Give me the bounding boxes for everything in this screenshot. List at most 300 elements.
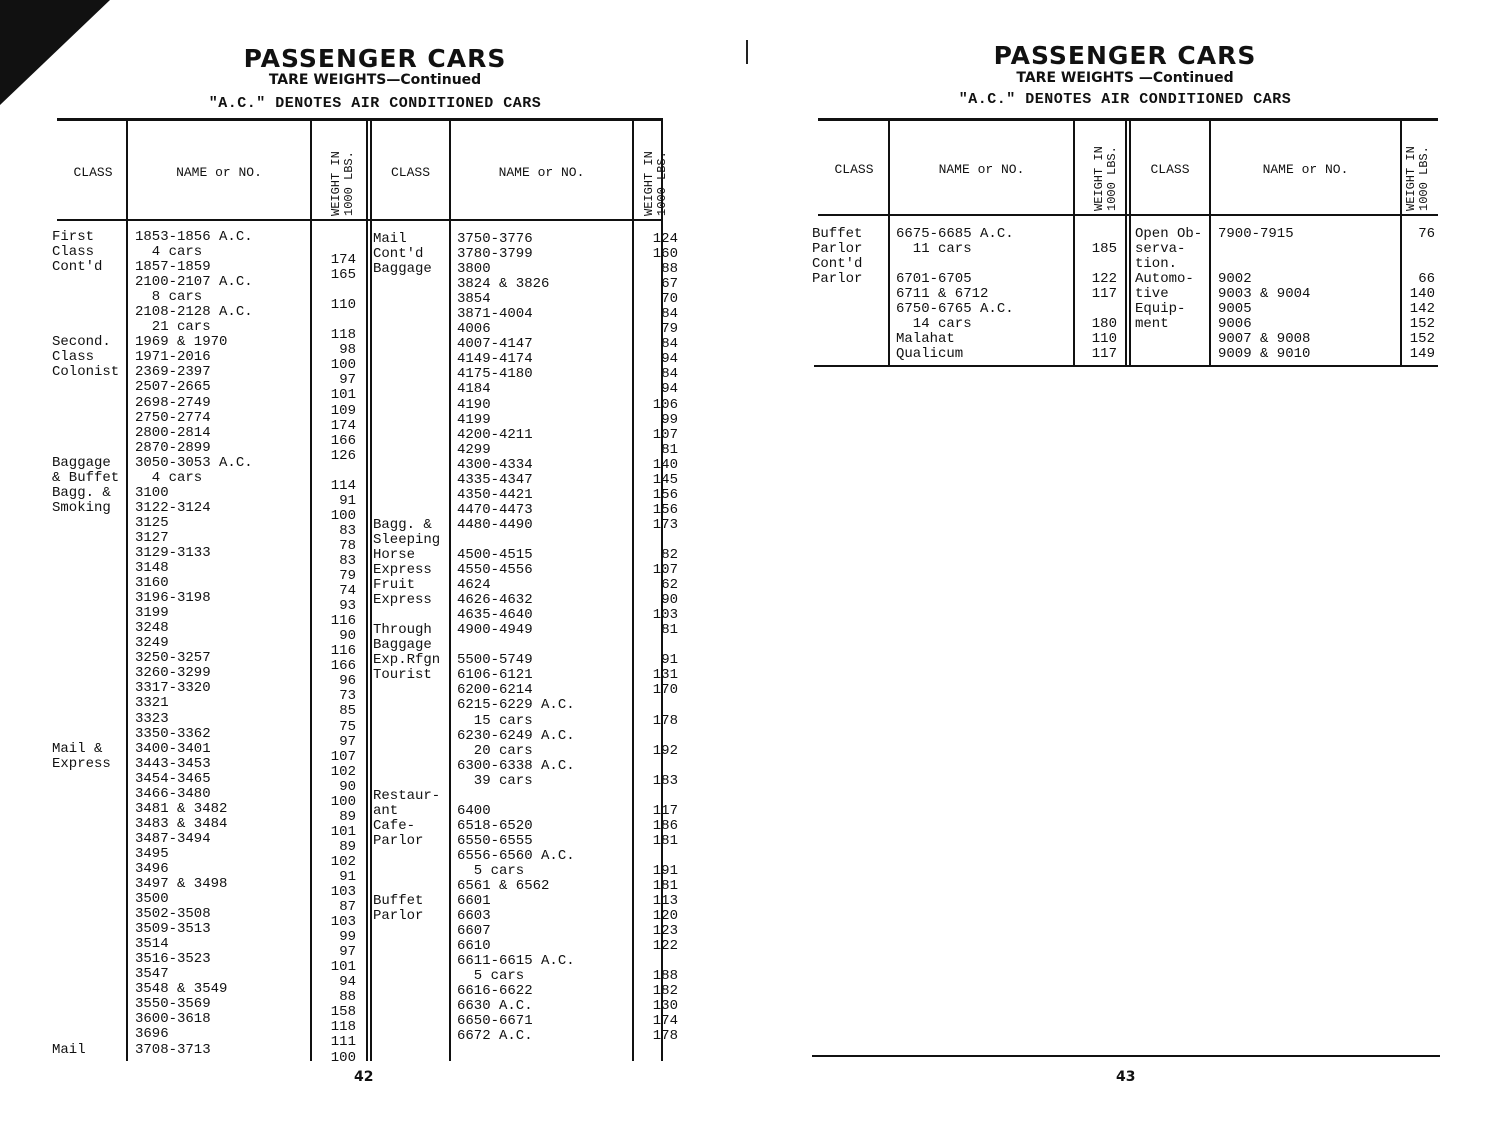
class-label: [373, 503, 449, 518]
weight-header: WEIGHT IN 1000 LBS.: [329, 151, 356, 216]
car-number: [457, 533, 632, 548]
car-number: 2369-2397: [135, 364, 211, 381]
col-divider: [449, 121, 451, 1061]
class-label: [52, 531, 126, 546]
class-label: [52, 681, 126, 696]
car-number: 4175-4180: [457, 366, 533, 383]
class-label: Horse: [373, 546, 416, 563]
car-weight: 93: [339, 598, 356, 615]
car-weight: 183: [652, 772, 678, 789]
name-column: [135, 230, 310, 1058]
page-number: 42: [354, 1069, 374, 1085]
class-label: [52, 651, 126, 666]
car-number: 3249: [135, 635, 169, 652]
car-number: 4550-4556: [457, 562, 533, 579]
class-label: [52, 441, 126, 456]
car-number: 3466-3480: [135, 785, 211, 802]
car-number: 3248: [135, 620, 169, 637]
car-weight: 87: [339, 899, 356, 916]
class-header: CLASS: [834, 162, 874, 177]
car-number: 1971-2016: [135, 349, 211, 366]
class-label: [52, 561, 126, 576]
class-label: [373, 352, 449, 367]
car-weight: 107: [652, 426, 678, 443]
car-number: 3547: [135, 966, 169, 983]
car-number: 20 cars: [457, 742, 533, 759]
header-rule: [57, 219, 663, 221]
class-label: [373, 864, 449, 879]
class-label: Sleeping: [373, 531, 441, 548]
car-number: 6603: [457, 908, 491, 925]
car-weight: [1075, 227, 1117, 242]
car-number: 3871-4004: [457, 306, 533, 323]
class-label: [373, 879, 449, 894]
car-number: 9005: [1218, 301, 1252, 318]
car-weight: [634, 849, 678, 864]
car-weight: 122: [652, 938, 678, 955]
car-number: 2507-2665: [135, 379, 211, 396]
class-label: [373, 458, 449, 473]
car-weight: 101: [330, 823, 356, 840]
car-weight: 181: [652, 878, 678, 895]
class-label: Baggage: [373, 637, 432, 654]
car-weight: 124: [652, 231, 678, 247]
car-number: 1969 & 1970: [135, 334, 228, 351]
class-label: [52, 922, 126, 937]
name-header: NAME or NO.: [498, 165, 585, 180]
col-divider: [126, 121, 128, 1061]
car-number: 6400: [457, 802, 491, 819]
car-weight: 79: [339, 568, 356, 585]
class-label: [52, 411, 126, 426]
class-label: [52, 937, 126, 952]
car-weight: [312, 283, 356, 298]
car-number: Malahat: [896, 331, 955, 348]
page-subtitle: TARE WEIGHTS —Continued: [1016, 70, 1234, 86]
class-label: Cont'd: [373, 246, 424, 263]
car-number: 4190: [457, 396, 491, 413]
car-weight: 75: [339, 718, 356, 735]
car-number: 3854: [457, 291, 491, 308]
car-weight: [634, 759, 678, 774]
class-label: [373, 759, 449, 774]
car-weight: 118: [330, 1019, 356, 1036]
class-label: [1135, 332, 1209, 347]
car-number: 2108-2128 A.C.: [135, 304, 253, 321]
ac-note: "A.C." DENOTES AIR CONDITIONED CARS: [208, 95, 542, 112]
car-number: 11 cars: [896, 241, 972, 258]
car-weight: [1390, 257, 1435, 272]
class-label: Exp.Rfgn: [373, 652, 441, 669]
car-number: 4470-4473: [457, 501, 533, 518]
car-weight: 66: [1418, 271, 1435, 288]
class-label: [52, 621, 126, 636]
car-weight: 67: [661, 276, 678, 293]
car-number: 5 cars: [457, 862, 525, 879]
car-number: 3495: [135, 845, 169, 862]
class-label: Smoking: [52, 499, 111, 516]
class-label: Restaur-: [373, 787, 441, 804]
car-number: 3321: [135, 695, 169, 712]
class-label: [52, 426, 126, 441]
class-label: [373, 683, 449, 698]
car-weight: 131: [652, 667, 678, 684]
car-number: 6610: [457, 938, 491, 955]
class-label: [373, 1029, 449, 1044]
car-number: 7900-7915: [1218, 226, 1294, 242]
car-weight: 152: [1409, 331, 1435, 348]
car-weight: 100: [330, 357, 356, 374]
class-label: [52, 591, 126, 606]
car-number: 3199: [135, 605, 169, 622]
car-number: 9003 & 9004: [1218, 286, 1311, 303]
car-weight: 100: [330, 507, 356, 524]
car-weight: 81: [661, 622, 678, 639]
weight-header: WEIGHT IN 1000 LBS.: [642, 151, 669, 216]
car-weight: 94: [339, 974, 356, 991]
car-number: 6611-6615 A.C.: [457, 953, 575, 970]
class-label: [52, 712, 126, 727]
car-number: 3500: [135, 891, 169, 908]
car-number: 8 cars: [135, 289, 203, 306]
class-label: [52, 892, 126, 907]
class-label: [52, 847, 126, 862]
car-number: 4480-4490: [457, 516, 533, 533]
class-label: [373, 428, 449, 443]
class-column: [812, 227, 888, 362]
class-column: [373, 232, 449, 1045]
class-label: Bagg. &: [373, 516, 432, 533]
class-label: [52, 290, 126, 305]
car-number: 3148: [135, 560, 169, 577]
car-weight: 85: [339, 703, 356, 720]
page-title: PASSENGER CARS: [993, 41, 1257, 70]
car-weight: 174: [652, 1013, 678, 1030]
car-weight: 117: [1091, 346, 1117, 363]
car-weight: 109: [330, 402, 356, 419]
car-weight: [1390, 242, 1435, 257]
car-number: 3350-3362: [135, 725, 211, 742]
weight-column: [1390, 227, 1435, 362]
class-label: [52, 275, 126, 290]
class-label: [52, 862, 126, 877]
car-number: 6672 A.C.: [457, 1028, 533, 1045]
car-weight: [1075, 302, 1117, 317]
car-number: 3481 & 3482: [135, 800, 228, 817]
class-label: serva-: [1135, 241, 1186, 258]
car-number: 4300-4334: [457, 456, 533, 473]
class-label: [52, 666, 126, 681]
car-number: 4624: [457, 577, 491, 594]
car-number: Qualicum: [896, 346, 964, 363]
car-weight: [634, 789, 678, 804]
class-label: Bagg. &: [52, 484, 111, 501]
car-number: 2750-2774: [135, 409, 211, 426]
car-weight: 94: [661, 381, 678, 398]
car-number: 3509-3513: [135, 921, 211, 938]
car-weight: 103: [330, 884, 356, 901]
class-label: Parlor: [373, 832, 424, 849]
car-number: 3454-3465: [135, 770, 211, 787]
class-label: [52, 636, 126, 651]
page-title: PASSENGER CARS: [243, 44, 507, 73]
class-column: [1135, 227, 1209, 362]
car-weight: 140: [652, 456, 678, 473]
class-label: First: [52, 229, 95, 245]
car-number: 6550-6555: [457, 832, 533, 849]
car-weight: 99: [339, 929, 356, 946]
class-label: [52, 982, 126, 997]
car-weight: 91: [661, 652, 678, 669]
class-label: [373, 849, 449, 864]
class-label: [373, 292, 449, 307]
car-number: 5 cars: [457, 968, 525, 985]
page-number: 43: [1116, 1069, 1136, 1085]
class-label: [373, 984, 449, 999]
class-label: [373, 398, 449, 413]
car-number: 3127: [135, 529, 169, 546]
car-weight: 102: [330, 853, 356, 870]
class-label: [373, 954, 449, 969]
class-label: [52, 1027, 126, 1042]
car-weight: 117: [652, 802, 678, 819]
class-label: [52, 576, 126, 591]
class-label: Through: [373, 622, 432, 639]
class-header: CLASS: [390, 165, 430, 180]
class-label: [52, 817, 126, 832]
car-weight: 97: [339, 733, 356, 750]
name-column: [1218, 227, 1400, 362]
weight-column: [312, 238, 356, 1066]
car-number: 9009 & 9010: [1218, 346, 1311, 363]
car-number: 4626-4632: [457, 592, 533, 609]
weight-header: WEIGHT IN 1000 LBS.: [1092, 146, 1119, 211]
car-weight: 84: [661, 366, 678, 383]
class-label: Mail: [373, 231, 407, 247]
class-label: [52, 772, 126, 787]
car-weight: 130: [652, 998, 678, 1015]
car-number: 3496: [135, 860, 169, 877]
car-number: 3502-3508: [135, 906, 211, 923]
car-number: 3780-3799: [457, 246, 533, 263]
car-number: 4200-4211: [457, 426, 533, 443]
car-number: [1218, 242, 1400, 257]
car-number: 3600-3618: [135, 1011, 211, 1028]
class-label: [373, 322, 449, 337]
class-header: CLASS: [1150, 162, 1190, 177]
class-label: Buffet: [373, 893, 424, 910]
class-label: Cont'd: [52, 259, 103, 276]
class-label: [373, 924, 449, 939]
car-number: 3824 & 3826: [457, 276, 550, 293]
car-number: 3400-3401: [135, 740, 211, 757]
car-weight: 180: [1091, 316, 1117, 333]
car-weight: 97: [339, 372, 356, 389]
weight-column: [634, 232, 678, 1045]
class-label: [373, 774, 449, 789]
car-weight: 96: [339, 673, 356, 690]
car-number: 21 cars: [135, 319, 211, 336]
class-label: [373, 939, 449, 954]
class-label: [373, 969, 449, 984]
car-number: 6675-6685 A.C.: [896, 226, 1014, 242]
car-number: 3250-3257: [135, 650, 211, 667]
car-weight: [1075, 257, 1117, 272]
class-label: & Buffet: [52, 469, 120, 486]
class-label: [373, 307, 449, 322]
car-weight: 89: [339, 808, 356, 825]
car-weight: 91: [339, 868, 356, 885]
class-label: [52, 546, 126, 561]
car-weight: 90: [339, 628, 356, 645]
class-label: [373, 744, 449, 759]
car-weight: 101: [330, 959, 356, 976]
class-label: [812, 347, 888, 362]
car-weight: 102: [330, 763, 356, 780]
car-weight: 100: [330, 1049, 356, 1066]
right-page: [750, 0, 1500, 1141]
class-label: [52, 907, 126, 922]
car-number: 2870-2899: [135, 439, 211, 456]
car-number: 3443-3453: [135, 755, 211, 772]
car-number: 2100-2107 A.C.: [135, 274, 253, 291]
name-column: [896, 227, 1073, 362]
car-number: 3317-3320: [135, 680, 211, 697]
name-header: NAME or NO.: [176, 165, 262, 180]
class-label: [373, 999, 449, 1014]
name-header: NAME or NO.: [938, 162, 1025, 177]
car-number: 6518-6520: [457, 817, 533, 834]
car-weight: 170: [652, 682, 678, 699]
car-weight: 120: [652, 908, 678, 925]
class-label: [52, 305, 126, 320]
car-weight: 116: [330, 643, 356, 660]
car-number: 3550-3569: [135, 996, 211, 1013]
class-label: [52, 516, 126, 531]
car-number: 3708-3713: [135, 1041, 211, 1058]
car-number: 1853-1856 A.C.: [135, 229, 253, 245]
car-number: 4900-4949: [457, 622, 533, 639]
car-weight: 178: [652, 1028, 678, 1045]
car-number: 6200-6214: [457, 682, 533, 699]
table-top-rule: [818, 118, 1438, 121]
class-label: [52, 1012, 126, 1027]
class-label: [52, 696, 126, 711]
car-number: 14 cars: [896, 316, 972, 333]
car-number: 3483 & 3484: [135, 815, 228, 832]
class-label: [373, 337, 449, 352]
car-weight: 98: [339, 342, 356, 359]
car-weight: 83: [339, 552, 356, 569]
car-weight: 165: [330, 267, 356, 284]
car-weight: 113: [652, 893, 678, 910]
car-weight: 191: [652, 862, 678, 879]
car-number: 4500-4515: [457, 546, 533, 563]
car-number: 6711 & 6712: [896, 286, 989, 303]
class-label: [373, 413, 449, 428]
class-label: ant: [373, 802, 399, 819]
class-label: [373, 1014, 449, 1029]
car-weight: 62: [661, 577, 678, 594]
car-number: 4635-4640: [457, 607, 533, 624]
class-label: tion.: [1135, 256, 1178, 273]
car-weight: 174: [330, 417, 356, 434]
class-label: [52, 396, 126, 411]
car-weight: 156: [652, 501, 678, 518]
car-weight: 149: [1409, 346, 1435, 363]
car-number: 9002: [1218, 271, 1252, 288]
car-number: 5500-5749: [457, 652, 533, 669]
car-number: 6607: [457, 923, 491, 940]
car-weight: 116: [330, 613, 356, 630]
class-label: Parlor: [812, 241, 863, 258]
car-number: 3696: [135, 1026, 169, 1043]
car-number: [1218, 257, 1400, 272]
ac-note: "A.C." DENOTES AIR CONDITIONED CARS: [958, 91, 1292, 108]
col-divider: [1125, 120, 1127, 366]
car-number: 4335-4347: [457, 471, 533, 488]
car-weight: 70: [661, 291, 678, 308]
car-weight: 156: [652, 486, 678, 503]
class-label: [373, 729, 449, 744]
class-label: [812, 302, 888, 317]
car-weight: 89: [339, 838, 356, 855]
car-number: 3497 & 3498: [135, 876, 228, 893]
name-header: NAME or NO.: [1262, 162, 1349, 177]
car-weight: 79: [661, 321, 678, 338]
class-label: Express: [373, 592, 432, 609]
col-divider: [370, 121, 372, 1061]
class-label: tive: [1135, 286, 1169, 303]
car-number: 6230-6249 A.C.: [457, 727, 575, 744]
car-number: 3050-3053 A.C.: [135, 454, 253, 471]
car-number: 6556-6560 A.C.: [457, 847, 575, 864]
class-label: [373, 698, 449, 713]
class-label: Buffet: [812, 226, 863, 242]
car-weight: 99: [661, 411, 678, 428]
car-number: 15 cars: [457, 712, 533, 729]
car-weight: 82: [661, 546, 678, 563]
class-label: [52, 802, 126, 817]
class-label: Class: [52, 244, 95, 261]
car-weight: 83: [339, 522, 356, 539]
car-weight: 76: [1418, 226, 1435, 242]
class-label: [52, 832, 126, 847]
class-label: Cont'd: [812, 256, 863, 273]
car-number: 4149-4174: [457, 351, 533, 368]
class-label: [812, 317, 888, 332]
car-weight: 181: [652, 832, 678, 849]
class-label: Mail: [52, 1041, 86, 1058]
class-label: Open Ob-: [1135, 226, 1203, 242]
class-label: [52, 997, 126, 1012]
car-weight: 152: [1409, 316, 1435, 333]
class-label: [373, 488, 449, 503]
car-weight: 182: [652, 983, 678, 1000]
car-weight: 166: [330, 432, 356, 449]
car-weight: 90: [339, 778, 356, 795]
car-number: 3487-3494: [135, 830, 211, 847]
class-label: [1135, 347, 1209, 362]
class-label: [373, 714, 449, 729]
car-weight: 101: [330, 387, 356, 404]
car-weight: 117: [1091, 286, 1117, 303]
car-weight: 106: [652, 396, 678, 413]
page-bottom-rule: [812, 1055, 1440, 1057]
car-weight: [634, 729, 678, 744]
class-label: Baggage: [52, 454, 111, 471]
car-number: 6616-6622: [457, 983, 533, 1000]
